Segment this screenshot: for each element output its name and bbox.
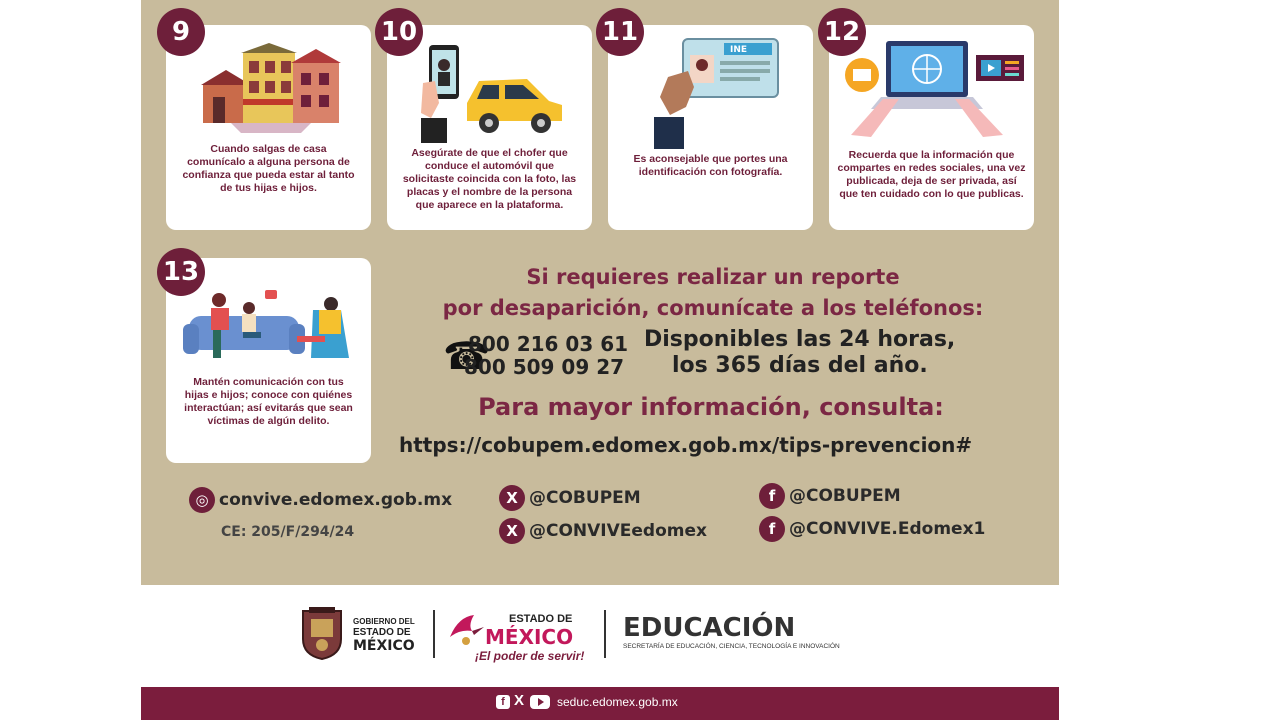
gob-line3: MÉXICO [353, 638, 415, 654]
gob-line1: GOBIERNO DEL [353, 617, 415, 626]
coat-of-arms-icon [299, 605, 345, 661]
card-10-text: Asegúrate de que el chofer que conduce el automóvil que solicitaste coincida con la foto, las placas y el nombre de la persona que aparece en la plataforma. [402, 147, 577, 211]
x-convive-link[interactable] [499, 518, 707, 544]
step-9-badge: 9 [157, 8, 205, 56]
x-cobupem-link[interactable] [499, 485, 641, 511]
phone-number-2[interactable]: 800 509 09 27 [464, 355, 625, 379]
facebook-icon: f [759, 516, 785, 542]
family-illustration [181, 288, 356, 368]
mexico-text: MÉXICO [485, 625, 574, 649]
footer-divider-2 [604, 610, 606, 658]
youtube-icon[interactable] [530, 695, 550, 709]
phone-icon: ☎ [443, 334, 491, 378]
footer-divider-1 [433, 610, 435, 658]
globe-icon: ◎ [189, 487, 215, 513]
gob-line2: ESTADO DE [353, 627, 411, 638]
card-11-text: Es aconsejable que portes una identificación con fotografía. [633, 153, 788, 178]
step-12-badge: 12 [818, 8, 866, 56]
step-11-badge: 11 [596, 8, 644, 56]
facebook-icon: f [759, 483, 785, 509]
facebook-convive-link[interactable] [759, 516, 985, 542]
website-text: convive.edomex.gob.mx [219, 490, 453, 510]
educacion-title: EDUCACIÓN [623, 613, 796, 643]
hummingbird-logo-icon [444, 607, 488, 651]
report-heading-line1: Si requieres realizar un reporte [526, 265, 900, 289]
x-cobupem-text: @COBUPEM [529, 488, 641, 508]
ine-label: INE [730, 45, 748, 55]
step-13-badge: 13 [157, 248, 205, 296]
availability-line1: Disponibles las 24 horas, [644, 327, 956, 352]
facebook-convive-text: @CONVIVE.Edomex1 [789, 519, 986, 539]
ce-code: CE: 205/F/294/24 [221, 524, 355, 540]
card-12-text: Recuerda que la información que compartes en redes sociales, una vez publicada, deja de ser privada, así que ten cuidado con lo que publicas. [837, 149, 1026, 200]
x-convive-text: @CONVIVEedomex [529, 521, 707, 541]
houses-illustration [191, 35, 351, 135]
laptop-illustration [841, 37, 1026, 142]
facebook-cobupem-text: @COBUPEM [789, 486, 901, 506]
x-icon: X [499, 485, 525, 511]
card-12 [829, 25, 1034, 230]
x-icon: X [499, 518, 525, 544]
footer-logos [141, 585, 1059, 687]
slogan-text: ¡El poder de servir! [475, 649, 585, 663]
info-url-link[interactable]: https://cobupem.edomex.gob.mx/tips-prevencion# [399, 433, 973, 457]
step-10-badge: 10 [375, 8, 423, 56]
facebook-cobupem-link[interactable] [759, 483, 901, 509]
report-heading-line2: por desaparición, comunícate a los teléfonos: [442, 296, 984, 320]
footer-band [141, 687, 1059, 720]
phone-number-1[interactable]: 800 216 03 61 [468, 332, 629, 356]
card-13-text: Mantén comunicación con tus hijas e hijos; conoce con quiénes interactúan; así evitarás que sean víctimas de algún delito. [184, 376, 353, 427]
availability-line2: los 365 días del año. [672, 353, 928, 378]
more-info-heading: Para mayor información, consulta: [478, 393, 944, 421]
infographic-poster [141, 0, 1059, 720]
card-11 [608, 25, 813, 230]
footer-url[interactable]: seduc.edomex.gob.mx [557, 695, 678, 709]
secretaria-text: SECRETARÍA DE EDUCACIÓN, CIENCIA, TECNOLOGÍA E INNOVACIÓN [623, 643, 840, 650]
id-card-illustration [648, 37, 788, 152]
website-link[interactable] [189, 487, 452, 513]
card-10 [387, 25, 592, 230]
phone-car-illustration [417, 43, 582, 143]
card-9 [166, 25, 371, 230]
x-icon[interactable]: X [514, 692, 525, 709]
facebook-icon[interactable]: f [496, 695, 510, 709]
card-9-text: Cuando salgas de casa comunícalo a alguna persona de confianza que pueda estar al tanto de tus hijas e hijos. [182, 143, 355, 194]
estado-de-text: ESTADO DE [509, 613, 573, 625]
